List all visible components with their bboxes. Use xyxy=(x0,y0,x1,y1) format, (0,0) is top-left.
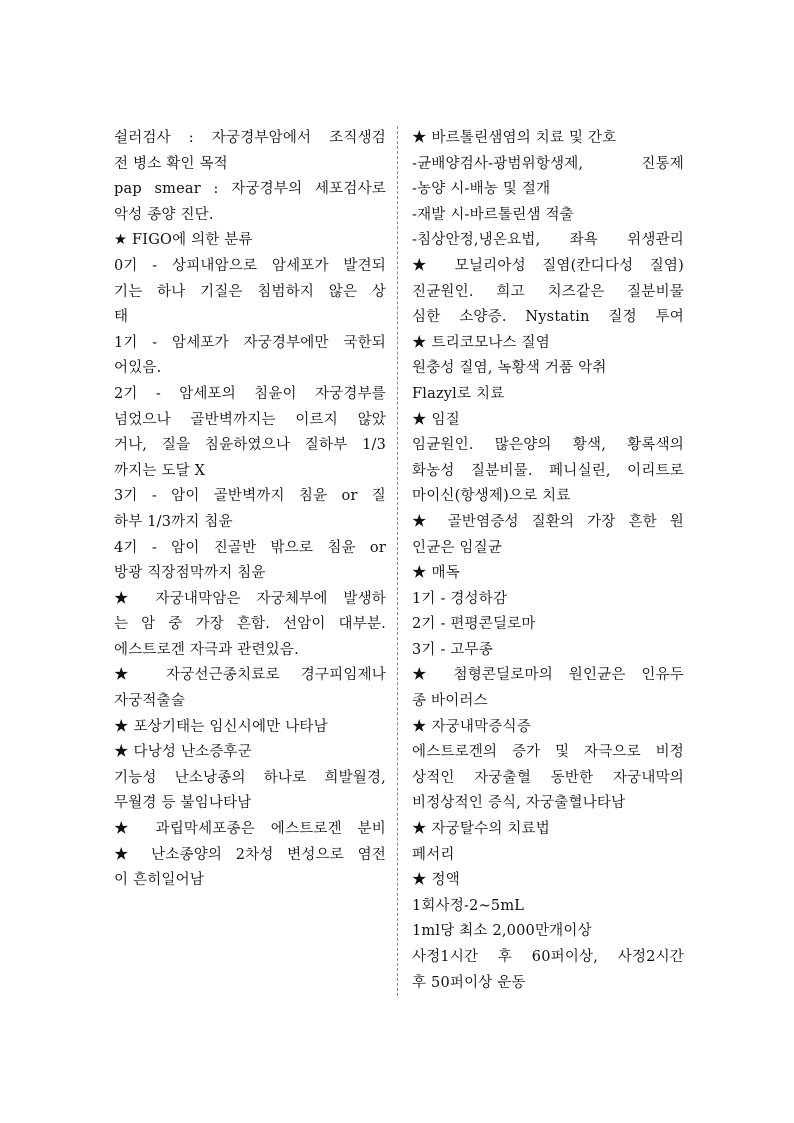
text-line: ★ 과립막세포종은 에스트로겐 분비 xyxy=(114,821,386,838)
text-line: 1ml당 최소 2,000만개이상 xyxy=(412,923,592,940)
text-line: ★ 정액 xyxy=(412,872,460,889)
text-line: ★ 첨형콘딜로마의 원인균은 인유두 xyxy=(412,667,684,684)
text-line: 2기 - 편평콘딜로마 xyxy=(412,616,536,633)
text-line: 에스트로겐 자극과 관련있음. xyxy=(114,641,299,658)
column-divider xyxy=(397,126,398,996)
text-line: 화농성 질분비물. 페니실린, 이리트로 xyxy=(412,462,684,479)
text-line: 는 암 중 가장 흔함. 선암이 대부분. xyxy=(114,616,386,633)
text-line: -균배양검사-광범위항생제, 진통제 xyxy=(412,155,684,172)
text-line: Flazyl로 치료 xyxy=(412,385,505,402)
text-line: 임균원인. 많은양의 황색, 황록색의 xyxy=(412,437,684,454)
text-line: ★ 난소종양의 2차성 변성으로 염전 xyxy=(114,846,386,863)
text-line: ★ 포상기태는 임신시에만 나타남 xyxy=(114,718,328,735)
text-line: ★ 자궁탈수의 치료법 xyxy=(412,821,550,838)
text-line: 방광 직장점막까지 침윤 xyxy=(114,565,266,582)
text-line: ★ 골반염증성 질환의 가장 흔한 원 xyxy=(412,513,684,530)
text-line: ★ 자궁선근종치료로 경구피임제나 xyxy=(114,667,386,684)
text-line: 상적인 자궁출혈 동반한 자궁내막의 xyxy=(412,769,684,786)
text-line: 1회사정-2~5mL xyxy=(412,897,525,914)
right-column xyxy=(412,126,684,996)
text-line: 3기 - 고무종 xyxy=(412,641,493,658)
text-line: 1기 - 경성하감 xyxy=(412,590,508,607)
text-line: ★ 트리코모나스 질염 xyxy=(412,334,550,351)
text-line: 전 병소 확인 목적 xyxy=(114,155,228,172)
text-line: 악성 종양 진단. xyxy=(114,206,214,223)
text-line: 기능성 난소낭종의 하나로 희발월경, xyxy=(114,769,386,786)
text-line: ★ 자궁내막증식증 xyxy=(412,718,531,735)
text-line: 4기 - 암이 진골반 밖으로 침윤 or xyxy=(114,539,386,556)
text-line: ★ 다낭성 난소증후군 xyxy=(114,744,252,761)
text-line: 심한 소양증. Nystatin 질정 투여 xyxy=(412,309,684,326)
text-line: 거나, 질을 침윤하였으나 질하부 1/3 xyxy=(114,437,386,454)
text-line: 무월경 등 불임나타남 xyxy=(114,795,252,812)
text-line: ★ 매독 xyxy=(412,565,460,582)
text-line: ★ 임질 xyxy=(412,411,460,428)
text-line: 까지는 도달 X xyxy=(114,462,206,479)
text-line: 기는 하나 기질은 침범하지 않은 상 xyxy=(114,283,386,300)
text-line: 원충성 질염, 녹황색 거품 악취 xyxy=(412,360,607,377)
left-column xyxy=(114,126,386,894)
text-line: 페서리 xyxy=(412,846,455,863)
text-line: 태 xyxy=(114,309,129,326)
text-line: 마이신(항생제)으로 치료 xyxy=(412,488,571,505)
text-line: 사정1시간 후 60퍼이상, 사정2시간 xyxy=(412,949,684,965)
text-line: -농양 시-배농 및 절개 xyxy=(412,181,551,198)
text-line: pap smear : 자궁경부의 세포검사로 xyxy=(114,181,386,198)
text-line: 어있음. xyxy=(114,360,162,377)
text-line: 종 바이러스 xyxy=(412,693,488,710)
text-line: 2기 - 암세포의 침윤이 자궁경부를 xyxy=(114,385,386,402)
text-line: 진균원인. 희고 치즈같은 질분비물 xyxy=(412,283,684,300)
text-line: 1기 - 암세포가 자궁경부에만 국한되 xyxy=(114,334,386,351)
text-line: 후 50퍼이상 운동 xyxy=(412,974,526,991)
text-line: ★ 바르톨린샘염의 치료 및 간호 xyxy=(412,130,617,146)
text-line: 인균은 임질균 xyxy=(412,539,503,556)
text-line: 0기 - 상피내암으로 암세포가 발견되 xyxy=(114,257,386,274)
text-line: 3기 - 암이 골반벽까지 침윤 or 질 xyxy=(114,488,386,505)
text-line: -침상안정,냉온요법, 좌욕 위생관리 xyxy=(412,232,684,249)
text-line: ★ FIGO에 의한 분류 xyxy=(114,232,253,249)
text-line: 쉴러검사 : 자궁경부암에서 조직생검 xyxy=(114,130,386,146)
text-line: -재발 시-바르톨린샘 적출 xyxy=(412,206,574,223)
text-line: 넘었으나 골반벽까지는 이르지 않았 xyxy=(114,411,386,428)
text-line: ★ 자궁내막암은 자궁체부에 발생하 xyxy=(114,590,386,607)
text-line: 에스트로겐의 증가 및 자극으로 비정 xyxy=(412,744,684,761)
text-line: 이 흔히일어남 xyxy=(114,872,205,889)
text-line: 비정상적인 증식, 자궁출혈나타남 xyxy=(412,795,626,812)
text-line: 자궁적출술 xyxy=(114,693,186,710)
text-line: 하부 1/3까지 침윤 xyxy=(114,513,233,530)
text-line: ★ 모닐리아성 질염(칸디다성 질염) xyxy=(412,257,684,274)
